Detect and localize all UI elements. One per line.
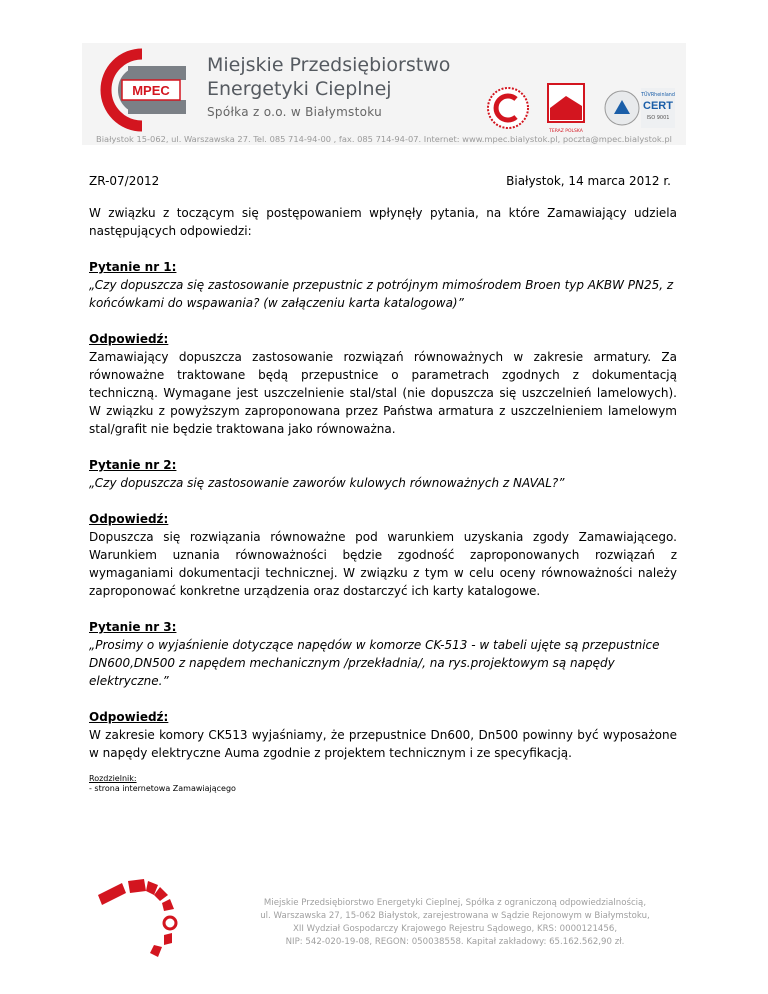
answer-heading: Odpowiedź:: [89, 710, 169, 724]
intro-paragraph: W związku z toczącym się postępowaniem wpłynęły pytania, na które Zamawiający udziela następujących odpowiedzi:: [89, 206, 677, 238]
answer-text: Zamawiający dopuszcza zastosowanie rozwiązań równoważnych w zakresie armatury. Za równoważne traktowane będą przepustnice o parametrach zgodnych z dokumentacją techniczną. Wymagane jest uszczelnienie stal/stal (nie dopuszcza się uszczelnień lamelowych). W związku z powyższym zaproponowana przez Państwa armatura z uszczelnieniem lamelowym stal/grafit nie będzie traktowana jako równoważna.: [89, 350, 677, 436]
answer-3: [89, 708, 677, 762]
footer-legal-info: Miejskie Przedsiębiorstwo Energetyki Cieplnej, Spółka z ograniczoną odpowiedzialnością, ul. Warszawska 27, 15-062 Białystok, zarejestrowana w Sądzie Rejonowym w Białymstoku, XII Wydział Gospodarczy Krajowego Rejestru Sądowego, KRS: 0000121456, NIP: 542-020-19-08, REGON: 050038558. Kapitał zakładowy: 65.162.562,90 zł.: [260, 898, 650, 947]
question-heading: Pytanie nr 3:: [89, 620, 177, 634]
company-subtitle: Spółka z o.o. w Białymstoku: [207, 105, 383, 119]
letter-body: [89, 172, 677, 794]
teraz-polska-label: TERAZ POLSKA: [549, 129, 583, 134]
question-text: „Czy dopuszcza się zastosowanie przepustnic z potrójnym mimośrodem Broen typ AKBW PN25, z końcówkami do wspawania? (w załączeniu karta katalogowa)”: [89, 278, 674, 310]
reference-number: ZR-07/2012: [89, 174, 160, 188]
answer-heading: Odpowiedź:: [89, 332, 169, 346]
quality-c-badge-icon: [488, 88, 528, 128]
question-heading: Pytanie nr 1:: [89, 260, 177, 274]
answer-heading: Odpowiedź:: [89, 512, 169, 526]
distribution-heading: Rozdzielnik:: [89, 774, 137, 783]
question-2: [89, 456, 677, 492]
certification-badges: [486, 80, 676, 136]
letterhead-address: Białystok 15-062, ul. Warszawska 27. Tel. 085 714-94-00 , fax. 085 714-94-07. Internet: www.mpec.bialystok.pl, poczta@mpec.bialystok.pl: [96, 134, 672, 144]
question-heading: Pytanie nr 2:: [89, 458, 177, 472]
answer-text: Dopuszcza się rozwiązania równoważne pod warunkiem uzyskania zgody Zamawiającego. Warunkiem uznania równoważności będzie zgodność zaproponowanych rozwiązań z wymaganiami dokumentacji technicznej. W związku z tym w celu oceny równoważności należy zaproponować konkretne urządzenia oraz dostarczyć ich karty katalogowe.: [89, 530, 677, 598]
tuv-cert-icon: [605, 88, 675, 128]
question-text: „Czy dopuszcza się zastosowanie zaworów kulowych równoważnych z NAVAL?”: [89, 476, 565, 490]
cert-label: CERT: [643, 100, 673, 112]
answer-text: W zakresie komory CK513 wyjaśniamy, że przepustnice Dn600, Dn500 powinny być wyposażone w napędy elektryczne Auma zgodnie z projektem technicznym i ze specyfikacją.: [89, 728, 677, 760]
teraz-polska-icon: [548, 84, 584, 134]
question-1: [89, 258, 677, 312]
place-date: Białystok, 14 marca 2012 r.: [506, 174, 671, 188]
mpec-logo: [92, 48, 192, 132]
question-3: [89, 618, 677, 690]
tuv-label: TÜVRheinland: [641, 93, 675, 98]
answer-2: [89, 510, 677, 600]
company-name: Miejskie Przedsiębiorstwo Energetyki Cieplnej: [207, 54, 451, 100]
reference-row: [89, 172, 677, 190]
question-text: „Prosimy o wyjaśnienie dotyczące napędów w komorze CK-513 - w tabeli ujęte są przepustnice DN600,DN500 z napędem mechanicznym /przekładnia/, na rys.projektowym są napędy elektryczne.”: [89, 638, 660, 688]
distribution-list: [89, 774, 677, 794]
logo-text: MPEC: [132, 83, 170, 98]
distribution-item: - strona internetowa Zamawiającego: [89, 784, 236, 793]
footer-arc-logo-icon: [92, 871, 192, 961]
answer-1: [89, 330, 677, 438]
iso-label: ISO 9001: [646, 115, 670, 121]
